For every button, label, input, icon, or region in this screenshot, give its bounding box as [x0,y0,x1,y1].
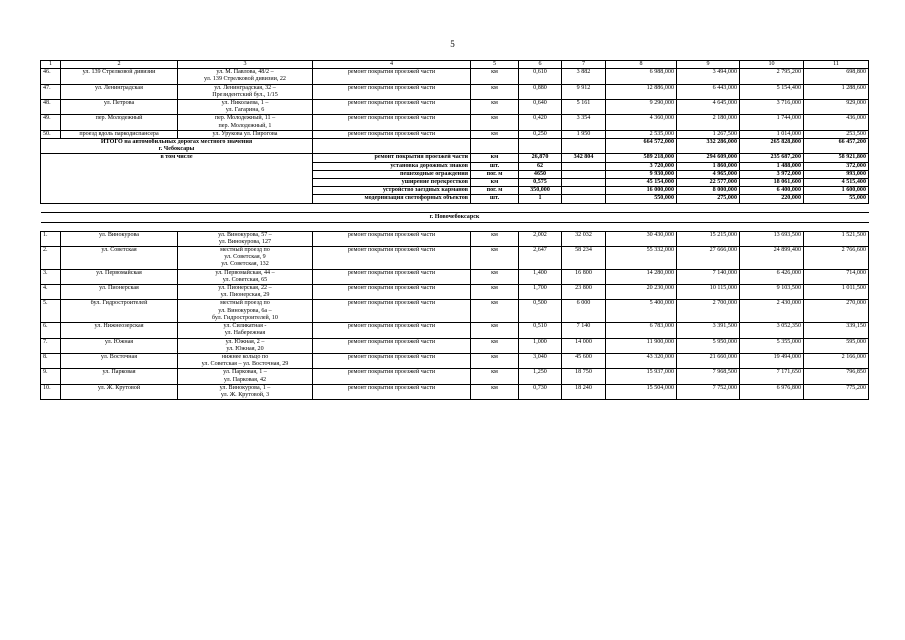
table-row [41,247,869,270]
cost-col-11: 253,500 [804,130,869,138]
work-type: ремонт покрытия проезжей части [313,247,471,270]
table-row [41,323,869,338]
total-empty-5 [471,139,519,154]
area: 7 140 [562,323,606,338]
work-type: уширение перекрестков [313,179,471,187]
area: 1 950 [562,130,606,138]
cost-col-11: 2 766,600 [804,247,869,270]
total-label: ИТОГО на автомобильных дорогах местного значения г. Чебоксары [41,139,313,154]
total-cost: 12 886,000 [606,84,677,99]
work-type: ремонт покрытия проезжей части [313,384,471,399]
area [562,187,606,195]
row-number: 10. [41,384,61,399]
total-cost: 2 535,000 [606,130,677,138]
cost-col-11: 1 011,500 [804,285,869,300]
area: 3 354 [562,115,606,130]
length: 0,420 [519,115,562,130]
cost-col-11: 595,000 [804,338,869,353]
length: 350,000 [519,187,562,195]
cost-col-10: 1 014,000 [740,130,804,138]
work-type: ремонт покрытия проезжей части [313,84,471,99]
cost-col-9: 3 494,000 [677,69,740,84]
length: 0,610 [519,69,562,84]
cost-col-10: 220,000 [740,195,804,203]
cost-col-9: 21 660,000 [677,353,740,368]
cost-col-10: 7 171,650 [740,369,804,384]
cost-col-11: 714,000 [804,269,869,284]
unit: пог. м [471,187,519,195]
cost-col-11: 1 600,000 [804,187,869,195]
column-number-3: 3 [178,61,313,69]
cost-col-11: 929,000 [804,100,869,115]
street-name: ул. Петрова [61,100,178,115]
table-row [41,115,869,130]
unit: км [471,323,519,338]
cost-col-10: 3 972,000 [740,170,804,178]
row-number: 7. [41,338,61,353]
street-name: ул. Нижнеозерская [61,323,178,338]
table-row [41,231,869,246]
including-label: в том числе [41,154,313,203]
cost-col-9: 5 950,000 [677,338,740,353]
cost-col-10: 13 693,500 [740,231,804,246]
road-section: ул. Винокурова, 57 – ул. Винокурова, 127 [178,231,313,246]
table-row [41,100,869,115]
cost-col-11: 2 166,000 [804,353,869,368]
unit: шт. [471,162,519,170]
work-type: ремонт покрытия проезжей части [313,115,471,130]
area: 32 032 [562,231,606,246]
street-name: проезд вдоль паркодиспансера [61,130,178,138]
row-number: 47. [41,84,61,99]
cost-col-10: 1 744,000 [740,115,804,130]
work-type: ремонт покрытия проезжей части [313,300,471,323]
area: 342 804 [562,154,606,162]
total-cost: 664 572,000 [606,139,677,154]
cost-col-10: 6 426,000 [740,269,804,284]
column-number-2: 2 [61,61,178,69]
cost-col-10: 2 430,000 [740,300,804,323]
city-heading: г. Новочебоксарск [429,213,480,220]
cost-col-11: 698,800 [804,69,869,84]
total-cost: 20 230,000 [606,285,677,300]
cost-col-10: 5 355,000 [740,338,804,353]
column-number-9: 9 [677,61,740,69]
spacer [41,203,869,212]
length: 1,400 [519,269,562,284]
column-number-8: 8 [606,61,677,69]
unit: км [471,100,519,115]
cost-col-9: 3 391,500 [677,323,740,338]
total-cost: 55 332,000 [606,247,677,270]
cost-col-9: 2 700,000 [677,300,740,323]
column-number-4: 4 [313,61,471,69]
area: 16 800 [562,269,606,284]
column-number-5: 5 [471,61,519,69]
road-section: ул. Первомайская, 44 – ул. Советская, 65 [178,269,313,284]
cost-col-9: 1 267,500 [677,130,740,138]
cost-col-9: 27 666,000 [677,247,740,270]
unit: км [471,154,519,162]
area: 6 000 [562,300,606,323]
street-name: пер. Молодежный [61,115,178,130]
spacer-row [41,203,869,212]
city-heading-row [41,212,869,222]
row-number: 46. [41,69,61,84]
row-number: 50. [41,130,61,138]
area [562,179,606,187]
area [562,162,606,170]
work-type: ремонт покрытия проезжей части [313,353,471,368]
cost-col-10: 18 061,600 [740,179,804,187]
cost-col-10: 3 052,350 [740,323,804,338]
cost-col-11: 372,000 [804,162,869,170]
cost-col-11: 1 521,500 [804,231,869,246]
row-number: 49. [41,115,61,130]
unit: шт. [471,195,519,203]
length: 62 [519,162,562,170]
table-row [41,300,869,323]
total-cost: 14 280,000 [606,269,677,284]
cost-col-10: 19 494,000 [740,353,804,368]
length: 1,250 [519,369,562,384]
unit: км [471,69,519,84]
row-number: 9. [41,369,61,384]
row-number: 6. [41,323,61,338]
table-row [41,269,869,284]
row-number: 1. [41,231,61,246]
road-section: ул. Парковая, 1 – ул. Парковая, 42 [178,369,313,384]
unit: пог. м [471,170,519,178]
road-section: местный проезд по ул. Винокурова, 6а – бул. Гидростроителей, 10 [178,300,313,323]
cost-col-11: 270,000 [804,300,869,323]
length: 3,040 [519,353,562,368]
unit: км [471,285,519,300]
cost-col-10: 235 687,200 [740,154,804,162]
work-type: ремонт покрытия проезжей части [313,100,471,115]
road-section: нижнее кольцо по ул. Советская – ул. Восточная, 29 [178,353,313,368]
unit: км [471,84,519,99]
cost-col-11: 1 288,600 [804,84,869,99]
cost-col-10: 2 795,200 [740,69,804,84]
street-name: ул. Первомайская [61,269,178,284]
total-cost: 550,000 [606,195,677,203]
cost-col-9: 1 860,000 [677,162,740,170]
total-cost: 30 430,000 [606,231,677,246]
area [562,195,606,203]
total-cost: 3 720,000 [606,162,677,170]
length: 26,870 [519,154,562,162]
cost-col-9: 8 000,000 [677,187,740,195]
area: 3 882 [562,69,606,84]
row-number: 4. [41,285,61,300]
cost-col-11: 993,000 [804,170,869,178]
row-number: 3. [41,269,61,284]
total-cost: 6 783,000 [606,323,677,338]
work-type: установка дорожных знаков [313,162,471,170]
road-section: ул. Николаева, 1 – ул. Гагарина, 6 [178,100,313,115]
length: 0,575 [519,179,562,187]
road-repair-table [40,60,869,400]
table-row [41,84,869,99]
road-section: ул. Южная, 2 – ул. Южная, 20 [178,338,313,353]
street-name: ул. Советская [61,247,178,270]
cost-col-11: 58 921,800 [804,154,869,162]
cost-col-10: 9 103,500 [740,285,804,300]
work-type: ремонт покрытия проезжей части [313,338,471,353]
road-section: ул. М. Павлова, 48/2 – ул. 139 Стрелковой дивизии, 22 [178,69,313,84]
cost-col-10: 6 976,800 [740,384,804,399]
unit: км [471,269,519,284]
unit: км [471,231,519,246]
cost-col-9: 275,000 [677,195,740,203]
area: 9 912 [562,84,606,99]
unit: км [471,384,519,399]
area: 23 800 [562,285,606,300]
total-empty-4 [313,139,471,154]
area: 45 600 [562,353,606,368]
unit: км [471,247,519,270]
cost-col-11: 66 457,200 [804,139,869,154]
cost-col-10: 5 154,400 [740,84,804,99]
cost-col-9: 7 752,000 [677,384,740,399]
road-section: пер. Молодежный, 11 – пер. Молодежный, 1 [178,115,313,130]
unit: км [471,369,519,384]
length: 4650 [519,170,562,178]
cost-col-9: 10 115,000 [677,285,740,300]
cost-col-10: 3 716,000 [740,100,804,115]
row-number: 5. [41,300,61,323]
work-type: устройство заездных карманов [313,187,471,195]
road-section: ул. Силикатная - ул. Набережная [178,323,313,338]
road-section: ул. Ленинградская, 32 – Президентский бул., 1/15 [178,84,313,99]
length: 1,000 [519,338,562,353]
length: 2,002 [519,231,562,246]
total-cost: 589 218,000 [606,154,677,162]
area: 18 240 [562,384,606,399]
area: 58 234 [562,247,606,270]
cost-col-11: 55,000 [804,195,869,203]
unit: км [471,300,519,323]
cost-col-9: 4 645,000 [677,100,740,115]
subtotal-row [41,154,869,162]
length: 0,880 [519,84,562,99]
length: 0,250 [519,130,562,138]
road-section: ул. Пионерская, 22 – ул. Пионерская, 29 [178,285,313,300]
work-type: ремонт покрытия проезжей части [313,69,471,84]
length: 1,700 [519,285,562,300]
area: 18 750 [562,369,606,384]
street-name: ул. Парковая [61,369,178,384]
header-row [41,61,869,69]
cost-col-10: 1 488,000 [740,162,804,170]
cost-col-10: 24 899,400 [740,247,804,270]
table-row [41,338,869,353]
street-name: ул. Ж. Крутовой [61,384,178,399]
work-type: ремонт покрытия проезжей части [313,369,471,384]
street-name: ул. Пионерская [61,285,178,300]
work-type: ремонт покрытия проезжей части [313,269,471,284]
column-number-10: 10 [740,61,804,69]
total-cost: 9 930,000 [606,170,677,178]
spacer-row [41,222,869,231]
total-cost: 5 400,000 [606,300,677,323]
area: 5 161 [562,100,606,115]
total-cost: 45 154,000 [606,179,677,187]
total-cost: 15 504,000 [606,384,677,399]
column-number-1: 1 [41,61,61,69]
unit: км [471,353,519,368]
row-number: 8. [41,353,61,368]
cost-col-11: 339,150 [804,323,869,338]
column-number-6: 6 [519,61,562,69]
street-name: ул. 139 Стрелковой дивизии [61,69,178,84]
total-empty-6 [519,139,562,154]
work-type: ремонт покрытия проезжей части [313,231,471,246]
total-cost: 15 937,000 [606,369,677,384]
row-number: 2. [41,247,61,270]
total-empty-7 [562,139,606,154]
cost-col-9: 22 577,000 [677,179,740,187]
street-name: ул. Винокурова [61,231,178,246]
row-number: 48. [41,100,61,115]
total-cost: 16 000,000 [606,187,677,195]
cost-col-9: 294 609,000 [677,154,740,162]
length: 0,730 [519,384,562,399]
work-type: пешеходные ограждения [313,170,471,178]
length: 2,647 [519,247,562,270]
length: 0,500 [519,300,562,323]
cost-col-9: 4 965,000 [677,170,740,178]
area [562,170,606,178]
table-row [41,369,869,384]
total-row [41,139,869,154]
cost-col-9: 6 443,000 [677,84,740,99]
cost-col-10: 265 828,800 [740,139,804,154]
column-number-7: 7 [562,61,606,69]
cost-col-9: 15 215,000 [677,231,740,246]
cost-col-11: 775,200 [804,384,869,399]
cost-col-9: 7 140,000 [677,269,740,284]
table-row [41,285,869,300]
cost-col-11: 4 515,400 [804,179,869,187]
work-type: модернизация светофорных объектов [313,195,471,203]
street-name: ул. Южная [61,338,178,353]
street-name: ул. Ленинградская [61,84,178,99]
cost-col-11: 436,000 [804,115,869,130]
street-name: ул. Восточная [61,353,178,368]
road-section: ул. Урукова ул. Пирогова [178,130,313,138]
unit: км [471,115,519,130]
total-cost: 11 900,000 [606,338,677,353]
unit: км [471,179,519,187]
work-type: ремонт покрытия проезжей части [313,285,471,300]
total-cost: 9 290,000 [606,100,677,115]
cost-col-9: 2 180,000 [677,115,740,130]
work-type: ремонт покрытия проезжей части [313,154,471,162]
work-type: ремонт покрытия проезжей части [313,130,471,138]
length: 1 [519,195,562,203]
table-row [41,384,869,399]
unit: км [471,338,519,353]
length: 0,510 [519,323,562,338]
street-name: бул. Гидростроителей [61,300,178,323]
unit: км [471,130,519,138]
table-row [41,69,869,84]
total-cost: 6 988,000 [606,69,677,84]
table-row [41,353,869,368]
cost-col-9: 332 286,000 [677,139,740,154]
cost-col-11: 796,850 [804,369,869,384]
area: 14 000 [562,338,606,353]
cost-col-10: 6 400,000 [740,187,804,195]
spacer [41,222,869,231]
table-row [41,130,869,138]
total-cost: 43 320,000 [606,353,677,368]
total-cost: 4 360,000 [606,115,677,130]
length: 0,640 [519,100,562,115]
column-number-11: 11 [804,61,869,69]
cost-col-9: 7 968,500 [677,369,740,384]
road-section: местный проезд по ул. Советская, 9 ул. Советская, 132 [178,247,313,270]
work-type: ремонт покрытия проезжей части [313,323,471,338]
page-number: 5 [450,39,455,49]
road-section: ул. Винокурова, 1 – ул. Ж. Крутовой, 3 [178,384,313,399]
